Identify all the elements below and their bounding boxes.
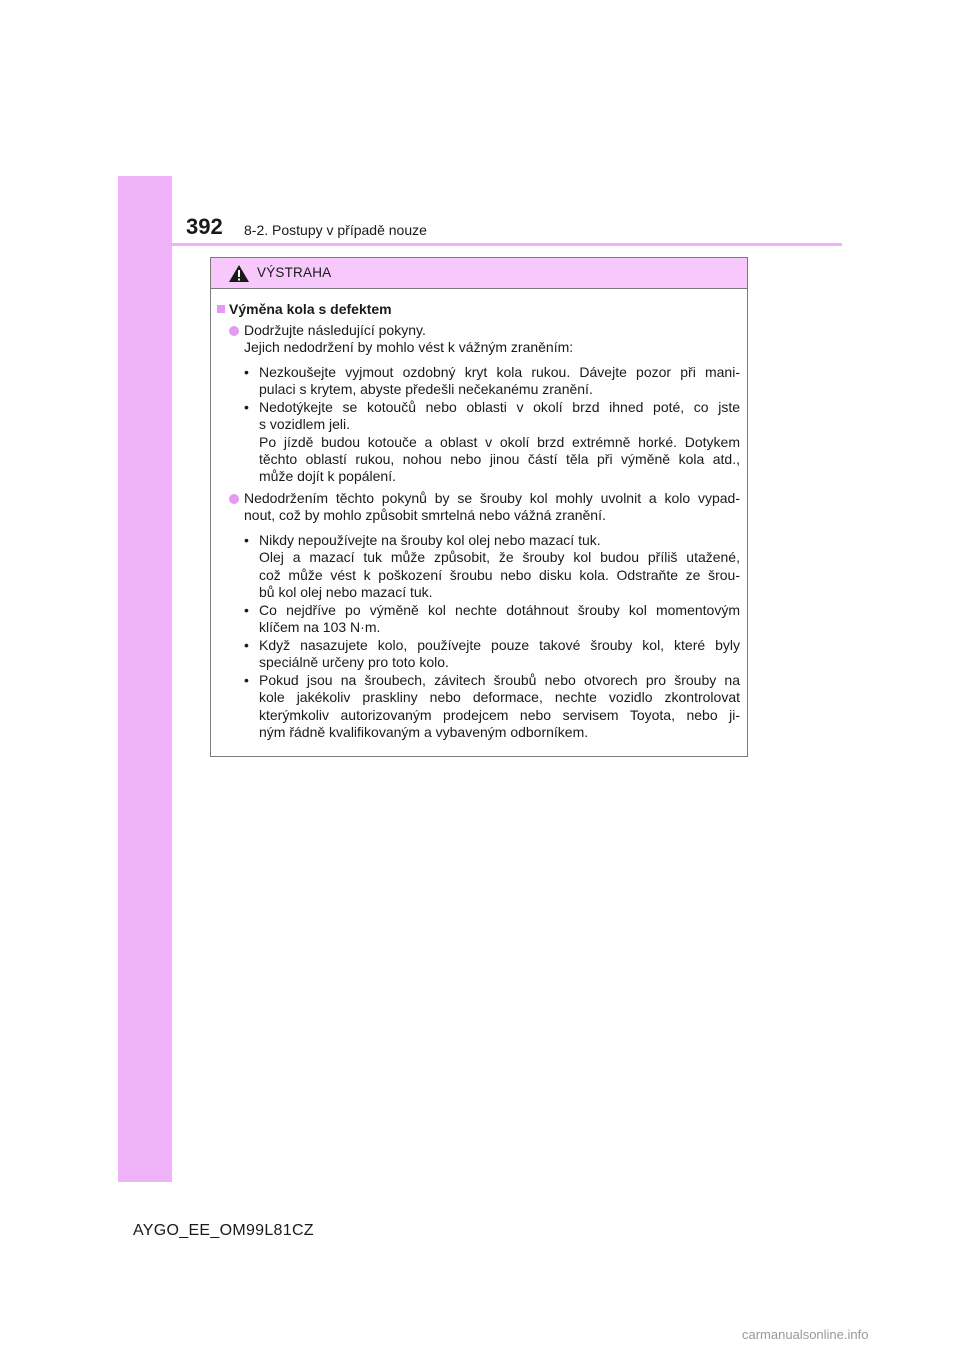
text-line: Po jízdě budou kotouče a oblast v okolí brzd extrémně horké. Dotykem	[259, 434, 740, 450]
text-line: Jejich nedodržení by mohlo vést k vážným zraněním:	[244, 339, 574, 355]
text-line: pulaci s krytem, abyste předešli nečekanému zranění.	[259, 381, 593, 397]
text-line: nout, což by mohlo způsobit smrtelná nebo vážná zranění.	[244, 507, 606, 523]
warning-box	[210, 257, 748, 757]
dash-bullet: •	[244, 637, 249, 653]
warning-header	[211, 258, 747, 289]
text-line: Olej a mazací tuk může způsobit, že šrouby kol budou příliš utažené,	[259, 549, 740, 565]
dash-bullet: •	[244, 672, 249, 688]
document-code: AYGO_EE_OM99L81CZ	[133, 1222, 314, 1239]
dash-bullet: •	[244, 602, 249, 618]
text-line: kole jakékoliv praskliny nebo deformace, nechte vozidlo zkontrolovat	[259, 689, 740, 705]
text-line: Nedotýkejte se kotoučů nebo oblasti v okolí brzd ihned poté, co jste	[259, 399, 740, 415]
text-line: ným řádně kvalifikovaným a vybaveným odborníkem.	[259, 724, 589, 740]
warning-triangle-icon	[228, 264, 250, 283]
watermark: carmanualsonline.info	[742, 1327, 869, 1342]
text-line: což může vést k poškození šroubu nebo disku kola. Odstraňte ze šrou-	[259, 567, 740, 583]
square-bullet-icon	[217, 305, 225, 313]
page-number: 392	[186, 214, 223, 239]
dash-bullet: •	[244, 532, 249, 548]
text-line: může dojít k popálení.	[259, 468, 396, 484]
text-line: Nezkoušejte vyjmout ozdobný kryt kola rukou. Dávejte pozor při mani-	[259, 364, 740, 380]
text-line: bů kol olej nebo mazací tuk.	[259, 584, 433, 600]
section-title: 8-2. Postupy v případě nouze	[244, 222, 427, 238]
side-tab-band	[118, 176, 172, 1182]
dash-bullet: •	[244, 399, 249, 415]
text-line: Dodržujte následující pokyny.	[244, 322, 426, 338]
text-line: Nikdy nepoužívejte na šrouby kol olej nebo mazací tuk.	[259, 532, 601, 548]
text-line: Nedodržením těchto pokynů by se šrouby kol mohly uvolnit a kolo vypad-	[244, 490, 740, 506]
round-bullet-icon	[229, 326, 239, 336]
header-rule	[172, 243, 842, 246]
text-line: klíčem na 103 N·m.	[259, 619, 381, 635]
dash-bullet: •	[244, 364, 249, 380]
warning-subheading: Výměna kola s defektem	[229, 301, 392, 317]
warning-label: VÝSTRAHA	[257, 265, 332, 280]
text-line: Pokud jsou na šroubech, závitech šroubů nebo otvorech pro šrouby na	[259, 672, 740, 688]
text-line: Co nejdříve po výměně kol nechte dotáhnout šrouby kol momentovým	[259, 602, 740, 618]
round-bullet-icon	[229, 494, 239, 504]
text-line: Když nasazujete kolo, používejte pouze takové šrouby kol, které byly	[259, 637, 740, 653]
text-line: kterýmkoliv autorizovaným prodejcem nebo servisem Toyota, nebo ji-	[259, 707, 740, 723]
text-line: speciálně určeny pro toto kolo.	[259, 654, 449, 670]
text-line: s vozidlem jeli.	[259, 416, 351, 432]
text-line: těchto oblastí rukou, nohou nebo jinou částí těla při výměně kola atd.,	[259, 451, 740, 467]
